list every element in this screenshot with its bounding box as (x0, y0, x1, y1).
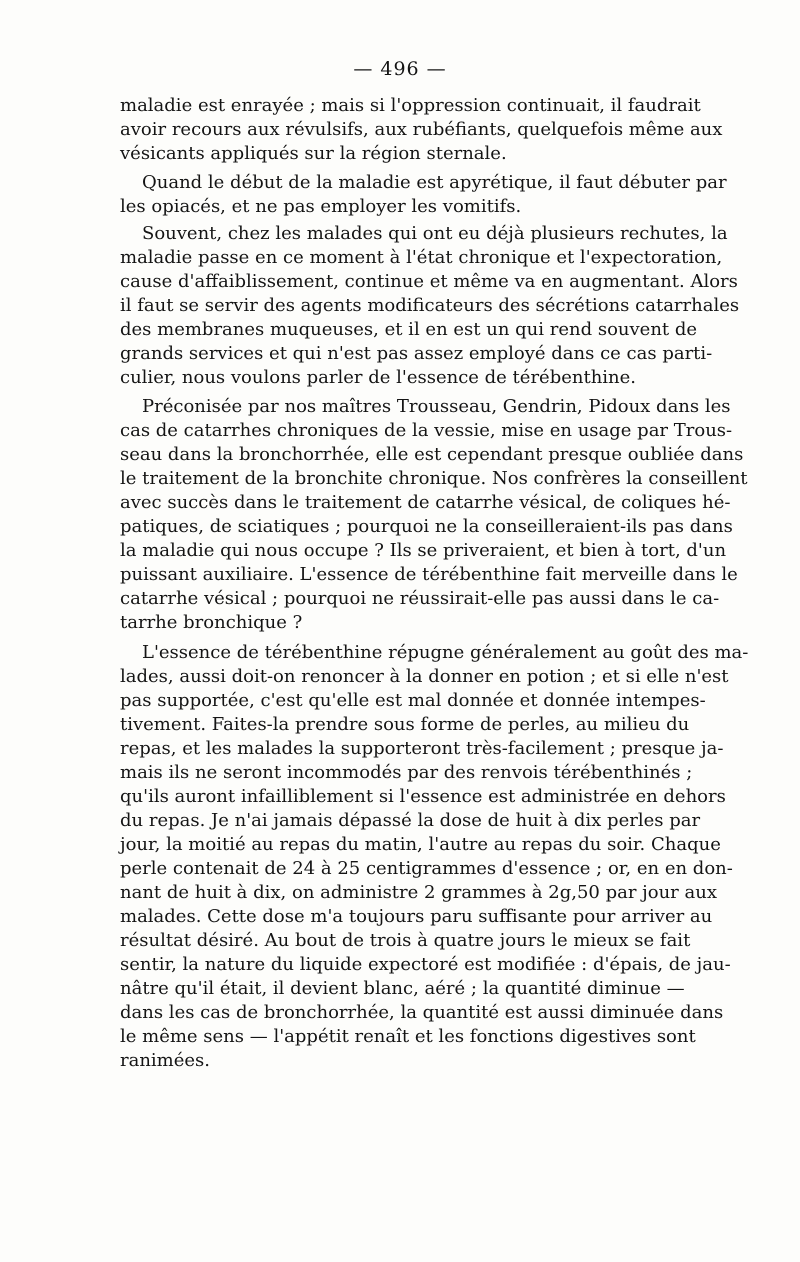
text-line: les opiacés, et ne pas employer les vomitifs. (120, 196, 522, 217)
text-line: grands services et qui n'est pas assez employé dans ce cas parti- (120, 343, 713, 364)
text-line: tarrhe bronchique ? (120, 612, 303, 633)
text-line: L'essence de térébenthine répugne généralement au goût des ma- (142, 642, 749, 663)
text-line: des membranes muqueuses, et il en est un qui rend souvent de (120, 319, 698, 340)
text-line: Préconisée par nos maîtres Trousseau, Gendrin, Pidoux dans les (142, 396, 731, 417)
text-line: Souvent, chez les malades qui ont eu déjà plusieurs rechutes, la (142, 223, 728, 244)
text-line: du repas. Je n'ai jamais dépassé la dose de huit à dix perles par (120, 810, 701, 831)
text-line: vésicants appliqués sur la région sternale. (120, 143, 507, 164)
text-line: il faut se servir des agents modificateurs des sécrétions catarrhales (120, 295, 740, 316)
text-line: maladie passe en ce moment à l'état chronique et l'expectoration, (120, 247, 723, 268)
text-line: seau dans la bronchorrhée, elle est cependant presque oubliée dans (120, 444, 744, 465)
text-line: perle contenait de 24 à 25 centigrammes d'essence ; or, en en don- (120, 858, 733, 879)
text-line: tivement. Faites-la prendre sous forme de perles, au milieu du (120, 714, 690, 735)
text-line: la maladie qui nous occupe ? Ils se priveraient, et bien à tort, d'un (120, 540, 727, 561)
text-line: sentir, la nature du liquide expectoré est modifiée : d'épais, de jau- (120, 954, 731, 975)
text-line: catarrhe vésical ; pourquoi ne réussirait-elle pas aussi dans le ca- (120, 588, 720, 609)
text-line: qu'ils auront infailliblement si l'essence est administrée en dehors (120, 786, 726, 807)
text-line: le même sens — l'appétit renaît et les fonctions digestives sont (120, 1026, 696, 1047)
text-line: avoir recours aux révulsifs, aux rubéfiants, quelquefois même aux (120, 119, 723, 140)
text-line: nâtre qu'il était, il devient blanc, aéré ; la quantité diminue — (120, 978, 685, 999)
text-line: malades. Cette dose m'a toujours paru suffisante pour arriver au (120, 906, 713, 927)
page-number: — 496 — (353, 58, 447, 80)
text-line: dans les cas de bronchorrhée, la quantité est aussi diminuée dans (120, 1002, 724, 1023)
text-line: mais ils ne seront incommodés par des renvois térébenthinés ; (120, 762, 693, 783)
text-line: culier, nous voulons parler de l'essence de térébenthine. (120, 367, 637, 388)
text-line: cause d'affaiblissement, continue et même va en augmentant. Alors (120, 271, 738, 292)
text-line: maladie est enrayée ; mais si l'oppression continuait, il faudrait (120, 95, 701, 116)
text-line: nant de huit à dix, on administre 2 grammes à 2g,50 par jour aux (120, 882, 717, 903)
text-line: cas de catarrhes chroniques de la vessie, mise en usage par Trous- (120, 420, 733, 441)
text-line: patiques, de sciatiques ; pourquoi ne la conseilleraient-ils pas dans (120, 516, 733, 537)
text-line: le traitement de la bronchite chronique. Nos confrères la conseillent (120, 468, 748, 489)
text-line: Quand le début de la maladie est apyrétique, il faut débuter par (142, 172, 727, 193)
text-line: ranimées. (120, 1050, 211, 1071)
text-line: pas supportée, c'est qu'elle est mal donnée et donnée intempes- (120, 690, 706, 711)
text-line: jour, la moitié au repas du matin, l'autre au repas du soir. Chaque (120, 834, 721, 855)
text-line: lades, aussi doit-on renoncer à la donner en potion ; et si elle n'est (120, 666, 729, 687)
text-line: avec succès dans le traitement de catarrhe vésical, de coliques hé- (120, 492, 731, 513)
text-line: résultat désiré. Au bout de trois à quatre jours le mieux se fait (120, 930, 691, 951)
text-line: repas, et les malades la supporteront très-facilement ; presque ja- (120, 738, 724, 759)
text-line: puissant auxiliaire. L'essence de térébenthine fait merveille dans le (120, 564, 738, 585)
